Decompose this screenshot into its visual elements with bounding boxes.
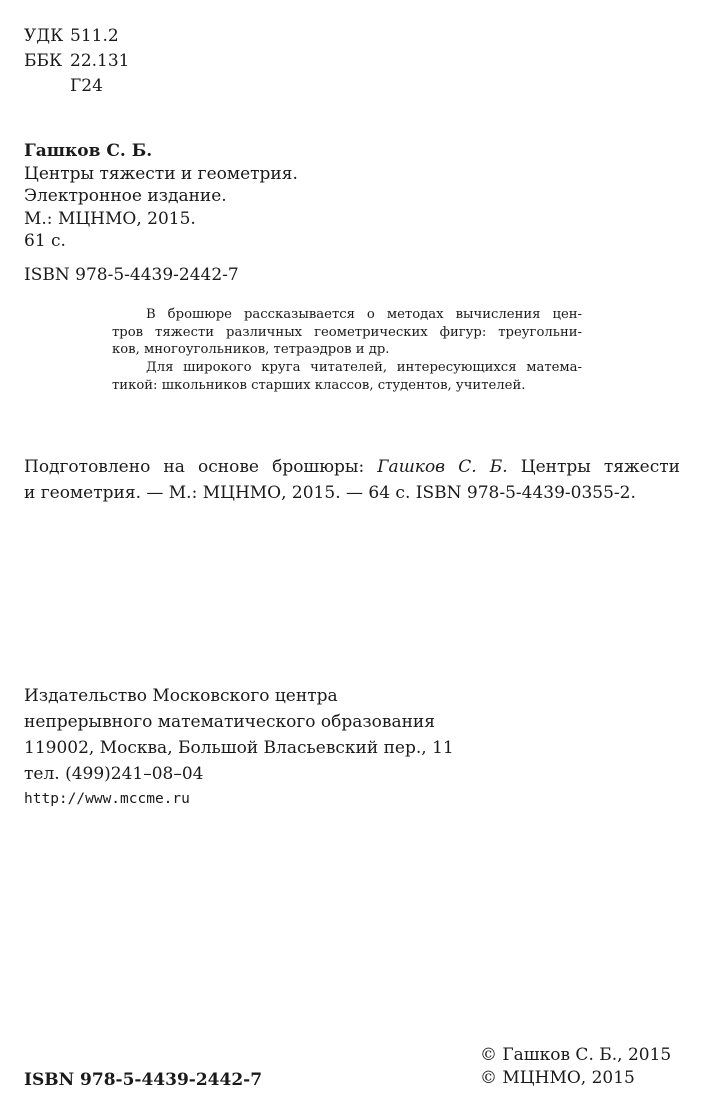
imprint: М.: МЦНМО, 2015. bbox=[24, 208, 196, 229]
abstract-line: Для широкого круга читателей, интересующихся матема- bbox=[146, 360, 582, 376]
bibliographic-block bbox=[24, 140, 298, 286]
publisher-block bbox=[24, 683, 454, 811]
copyright-author: © Гашков С. Б., 2015 bbox=[480, 1045, 672, 1065]
copyright-block bbox=[480, 1044, 671, 1090]
author-mark: Г24 bbox=[70, 76, 103, 96]
abstract-line: тикой: школьников старших классов, студентов, учителей. bbox=[112, 377, 526, 393]
publisher-address: 119002, Москва, Большой Власьевский пер., 11 bbox=[24, 738, 454, 758]
based-on-note bbox=[24, 454, 680, 506]
based-on-title: Центры тяжести bbox=[507, 457, 680, 477]
bbk-value: 22.131 bbox=[70, 51, 130, 71]
publisher-phone: тел. (499)241–08–04 bbox=[24, 764, 204, 784]
based-on-line1 bbox=[24, 454, 680, 480]
abstract-line: В брошюре рассказывается о методах вычисления цен- bbox=[146, 307, 582, 322]
abstract bbox=[112, 306, 582, 395]
publisher-name-line2: непрерывного математического образования bbox=[24, 712, 435, 732]
based-on-prefix: Подготовлено на основе брошюры: bbox=[24, 457, 378, 477]
classification-block bbox=[24, 24, 129, 99]
abstract-line: ков, многоугольников, тетраэдров и др. bbox=[112, 342, 390, 358]
abstract-line: тров тяжести различных геометрических фигур: треугольни- bbox=[112, 324, 582, 340]
footer-isbn: ISBN 978-5-4439-2442-7 bbox=[24, 1070, 263, 1090]
page-count: 61 с. bbox=[24, 231, 66, 251]
edition-note: Электронное издание. bbox=[24, 186, 227, 206]
isbn: ISBN 978-5-4439-2442-7 bbox=[24, 264, 239, 285]
book-title: Центры тяжести и геометрия. bbox=[24, 163, 298, 184]
udk-row bbox=[24, 24, 129, 49]
based-on-line2: и геометрия. — М.: МЦНМО, 2015. — 64 с. ISBN 978-5-4439-0355-2. bbox=[24, 483, 636, 503]
copyright-publisher: © МЦНМО, 2015 bbox=[480, 1068, 635, 1088]
author-name: Гашков С. Б. bbox=[24, 141, 153, 161]
publisher-name-line1: Издательство Московского центра bbox=[24, 686, 338, 706]
udk-label: УДК bbox=[24, 26, 64, 46]
publisher-url[interactable]: http://www.mccme.ru bbox=[24, 791, 190, 807]
bbk-label: ББК bbox=[24, 51, 63, 71]
udk-value: 511.2 bbox=[70, 26, 119, 46]
based-on-author: Гашков С. Б. bbox=[377, 457, 508, 477]
bbk-row bbox=[24, 49, 129, 74]
